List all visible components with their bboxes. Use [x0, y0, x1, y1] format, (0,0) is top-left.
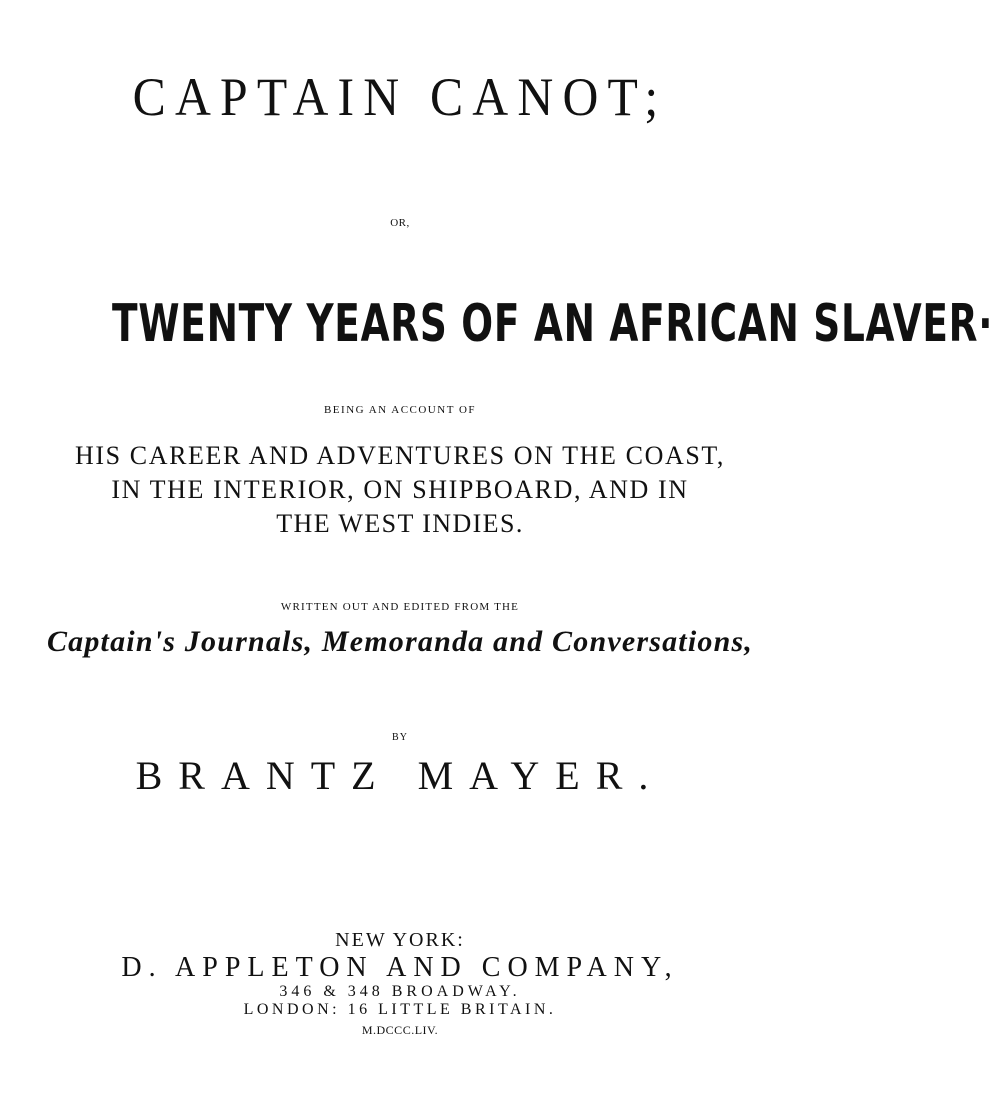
publisher-name: D. APPLETON AND COMPANY, — [121, 952, 679, 983]
publication-date: M.DCCC.LIV. — [361, 1023, 439, 1037]
publisher-address: 346 & 348 BROADWAY. — [279, 983, 521, 1000]
description-line-2: IN THE INTERIOR, ON SHIPBOARD, AND IN — [111, 475, 689, 504]
author-name: BRANTZ MAYER. — [135, 753, 665, 798]
description-line-1: HIS CAREER AND ADVENTURES ON THE COAST, — [74, 441, 726, 470]
book-subtitle: TWENTY YEARS OF AN AFRICAN SLAVER· — [112, 294, 993, 354]
title-conjunction: OR, — [390, 217, 410, 229]
by-label: BY — [392, 732, 408, 743]
description-line-3: THE WEST INDIES. — [276, 509, 524, 538]
account-intro: BEING AN ACCOUNT OF — [323, 404, 477, 416]
book-title: CAPTAIN CANOT; — [132, 67, 668, 127]
imprint-city: NEW YORK: — [335, 929, 465, 951]
edited-from-label: WRITTEN OUT AND EDITED FROM THE — [280, 601, 520, 613]
london-address: LONDON: 16 LITTLE BRITAIN. — [243, 1001, 557, 1018]
sources-line: Captain's Journals, Memoranda and Conversations, — [46, 625, 754, 658]
